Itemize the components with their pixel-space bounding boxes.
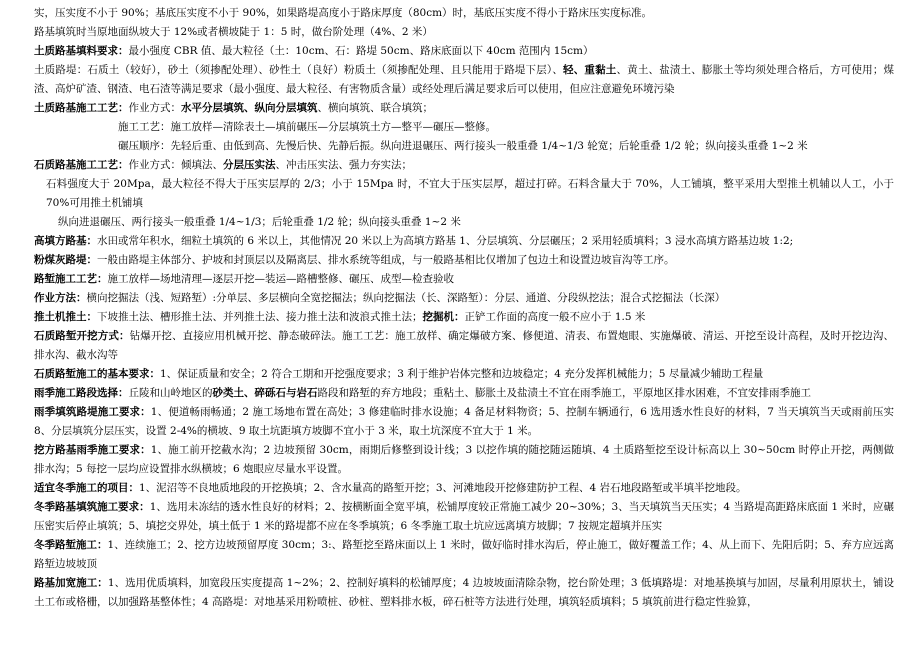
paragraph [34,574,894,612]
text: 、横向填筑、联合填筑； [317,102,433,114]
bold-text: 石质路堑开挖方式： [34,330,130,342]
bold-text: 雨季填筑路堤施工要求： [34,406,151,418]
bold-text: 作业方法： [34,292,87,304]
bold-text: 挖掘机： [422,311,465,323]
bold-text: 挖方路基雨季施工要求： [34,444,151,456]
text: 一般由路堤主体部分、护坡和封顶层以及隔离层、排水系统等组成，与一般路基相比仅增加了包边土和设置边坡盲沟等工序。 [97,254,675,266]
paragraph [34,232,894,251]
bold-text: 冬季路堑施工： [34,539,108,551]
text: 施工工艺：施工放样—清除表土—填前碾压—分层填筑土方—整平—碾压—整修。 [118,121,496,133]
text: 作业方式：倾填法、 [128,159,223,171]
paragraph [34,441,894,479]
paragraph [34,251,894,270]
paragraph [34,175,894,213]
text: 、冲击压实法、强力夯实法； [275,159,412,171]
text: 碾压顺序：先轻后重、由低到高、先慢后快、先静后振。纵向进退碾压、两行接头一般重叠 1/4~1/3 轮宽；后轮重叠 1/2 轮；纵向接头重叠 1~2 米 [118,140,808,152]
paragraph [34,289,894,308]
paragraph [34,61,894,99]
bold-text: 石质路基施工工艺： [34,159,129,171]
paragraph [34,137,894,156]
bold-text: 石质路堑施工的基本要求： [34,368,160,380]
text: 丘陵和山岭地区的 [128,387,213,399]
paragraph [34,384,894,403]
bold-text: 高填方路基： [34,235,97,247]
text: 路段和路堑的弃方地段；重粘土、膨胀土及盐渍土不宜在雨季施工，平原地区排水困难，不宜安排雨季施工 [317,387,811,399]
text: 1、便道畅雨畅通；2 施工场地布置在高处；3 修建临时排水设施；4 备足材料物资；5、控制车辆通行，6 选用透水性良好的材料，7 当天填筑当天或雨前压实 8、分层填筑分层压实，设置 2-4%的横坡、9 取土坑距填方坡脚不宜小于 3 米，取土坑深度不宜大于 1 米。 [34,406,894,437]
text: 水田或常年积水，细粒土填筑的 6 米以上，其他情况 20 米以上为高填方路基 1、分层填筑、分层碾压；2 采用轻质填料；3 浸水高填方路基边坡 1:2; [97,235,794,247]
bold-text: 分层压实法 [223,159,276,171]
paragraph [34,308,894,327]
text: 1、选用未冻结的透水性良好的材料；2、按横断面全宽平填，松铺厚度较正常施工减少 20~30%；3、当天填筑当天压实；4 当路堤高距路床底面 1 米时，应碾压密实后停止填筑；5、填挖交界处，填土低于 1 米的路堤都不应在冬季填筑；6 冬季施工取土坑应远离填方坡脚；7 按规定超填并压实 [34,501,895,532]
paragraph [34,99,894,118]
paragraph [34,156,894,175]
paragraph [34,23,894,42]
bold-text: 冬季路基填筑施工要求： [34,501,150,513]
text: 1、选用优质填料，加宽段压实度提高 1~2%；2、控制好填料的松铺厚度；4 边坡坡面清除杂物，挖台阶处理；3 低填路堤：对地基换填与加固，尽量利用原状土，铺设土工布或格栅，以加强路基整体性；4 高路堤：对地基采用粉喷桩、砂桩、塑料排水板，碎石桩等方法进行处理，填筑轻质填料；5 填筑前进行稳定性验算， [34,577,895,608]
paragraph [34,498,894,536]
paragraph [34,4,894,23]
text: 路基填筑时当原地面纵坡大于 12%或者横坡陡于 1：5 时，做台阶处理（4%、2 米） [34,26,433,38]
text: 横向挖掘法（浅、短路堑）:分单层、多层横向全宽挖掘法；纵向挖掘法（长、深路堑）：分层、通道、分段纵挖法；混合式挖掘法（长深） [86,292,726,304]
text: 实，压实度不小于 90%；基底压实度不小于 90%，如果路堤高度小于路床厚度（80cm）时，基底压实度不得小于路床压实度标准。 [34,7,653,19]
paragraph [34,42,894,61]
text: 1、施工前开挖截水沟；2 边坡预留 30cm，雨期后修整到设计线；3 以挖作填的随挖随运随填、4 土质路堑挖至设计标高以上 30~50cm 时停止开挖，两侧做排水沟；5 每挖一层均应设置排水纵横坡；6 炮眼应尽量水平设置。 [34,444,894,475]
paragraph [34,327,894,365]
text: 土质路堤：石质土（较好），砂土（须掺配处理）、砂性土（良好）粉质土（须掺配处理、且只能用于路堤下层）、 [34,64,564,76]
bold-text: 水平分层填筑、纵向分层填筑 [181,102,318,114]
paragraph [34,270,894,289]
text: 正铲工作面的高度一般不应小于 1.5 米 [464,311,646,323]
paragraph [34,479,894,498]
bold-text: 路堑施工工艺： [34,273,108,285]
paragraph [34,365,894,384]
bold-text: 适宜冬季施工的项目： [34,482,139,494]
bold-text: 土质路基施工工艺： [34,102,129,114]
bold-text: 粉煤灰路堤： [34,254,97,266]
text: 下坡推土法、槽形推土法、并列推土法、接力推土法和波浪式推土法； [97,311,423,323]
text: 纵向进退碾压、两行接头一般重叠 1/4~1/3；后轮重叠 1/2 轮；纵向接头重叠 1~2 米 [58,216,461,228]
text: 最小强度 CBR 值、最大粒径（土：10cm、石：路堤 50cm、路床底面以下 40cm 范围内 15cm） [128,45,594,57]
paragraph [34,118,894,137]
paragraph [34,403,894,441]
text: 作业方式： [128,102,181,114]
text: 石料强度大于 20Mpa，最大粒径不得大于压实层厚的 2/3；小于 15Mpa 时，不宜大于压实层厚，超过打碎。石料含量大于 70%，人工铺填，整平采用大型推土机辅以人工，小于 70%可用推土机铺填 [46,178,894,209]
paragraph [34,213,894,232]
bold-text: 推土机推土： [34,311,97,323]
bold-text: 轻、重黏土 [563,64,617,76]
text: 钻爆开挖、直接应用机械开挖、静态破碎法。施工工艺：施工放样、确定爆破方案、修便道、清表、布置炮眼、实施爆破、清运、开挖至设计高程，及时开挖边沟、排水沟、截水沟等 [34,330,895,361]
bold-text: 路基加宽施工： [34,577,108,589]
bold-text: 雨季施工路段选择： [34,387,129,399]
paragraph [34,536,894,574]
bold-text: 砂类土、碎砾石与岩石 [212,387,318,399]
text: 1、连续施工；2、挖方边坡预留厚度 30cm；3:、路堑挖至路床面以上 1 米时，做好临时排水沟后，停止施工，做好覆盖工作；4、从上而下、先阳后阴；5、弃方应远离路堑边坡坡顶 [34,539,894,570]
bold-text: 土质路基填料要求： [34,45,129,57]
text: 1、保证质量和安全；2 符合工期和开挖强度要求；3 利于维护岩体完整和边坡稳定；4 充分发挥机械能力；5 尽量减少辅助工程量 [160,368,764,380]
text: 、黄土、盐渍土、膨胀土等均须处理合格后，方可使用；煤渣、高炉矿渣、钢渣、电石渣等满足要求（最小强度、最大粒径、有害物质含量）或经处理后满足要求后可以使用，但应注意避免环境污染 [34,64,895,95]
text: 1、泥沼等不良地质地段的开挖换填；2、含水量高的路堑开挖；3、河滩地段开挖修建防护工程、4 岩石地段路堑或半填半挖地段。 [139,482,747,494]
text: 施工放样—场地清理—逐层开挖—装运—路槽整修、碾压、成型—检查验收 [107,273,454,285]
